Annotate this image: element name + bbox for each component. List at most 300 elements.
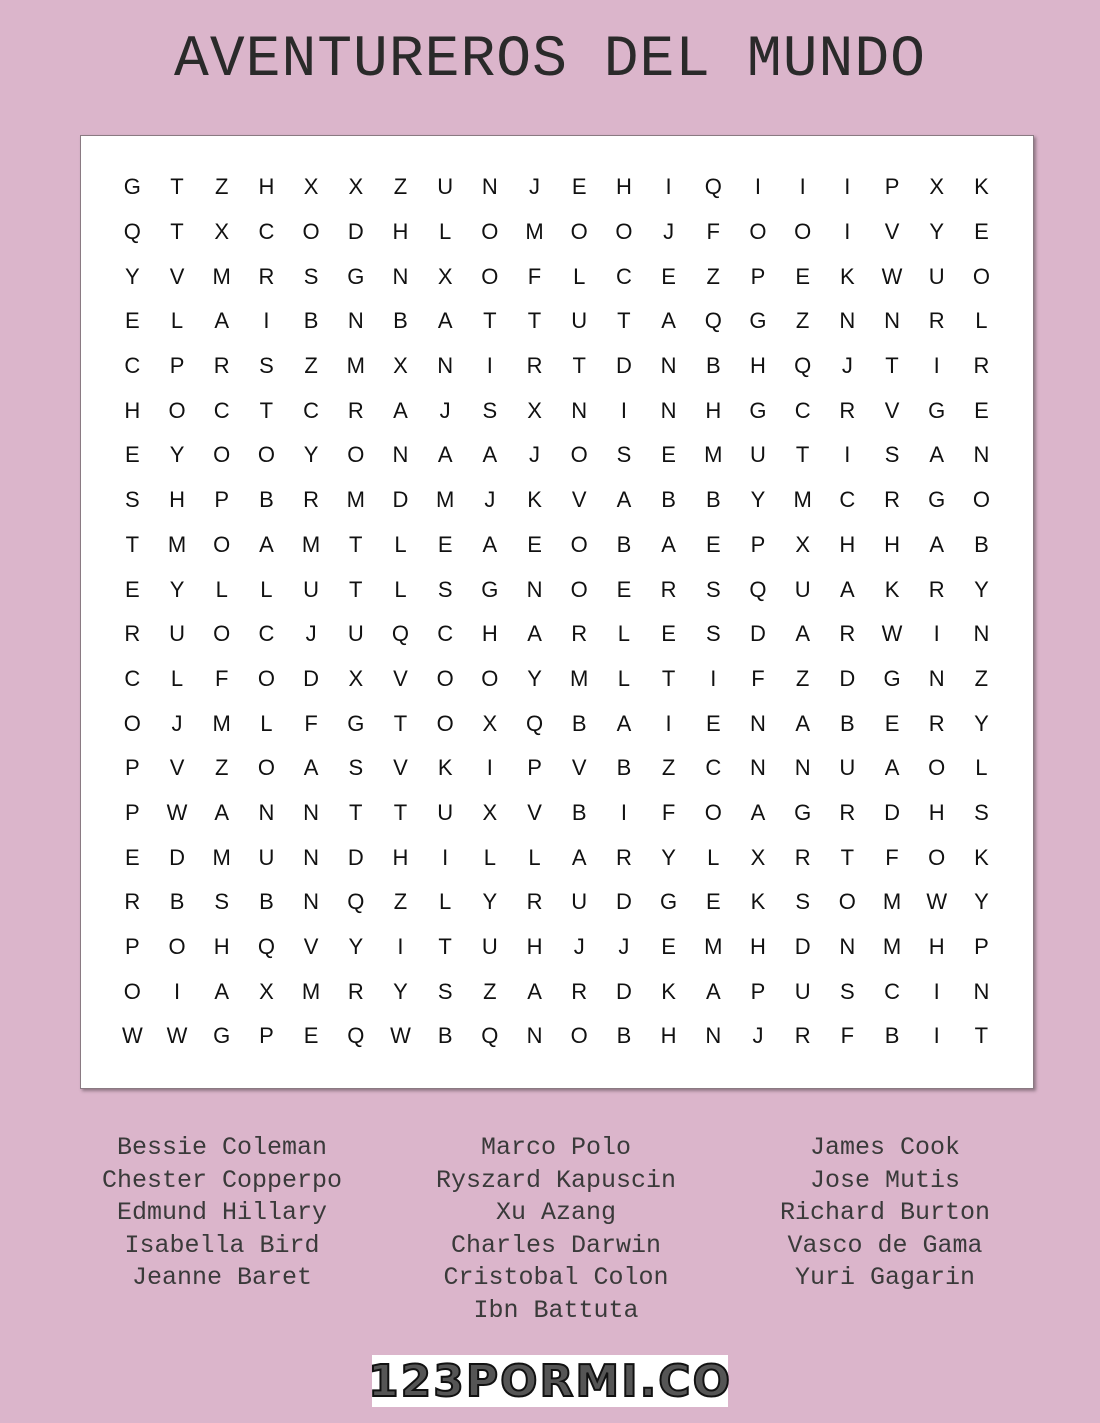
grid-letter: P [259,1023,274,1049]
grid-letter: M [346,487,365,513]
grid-letter: J [529,442,541,468]
grid-letter: W [926,889,948,915]
grid-letter: O [570,531,588,557]
site-logo: 123PORMI.CO [368,1355,732,1407]
grid-letter: R [258,263,275,289]
grid-letter: N [839,934,856,960]
grid-letter: B [705,487,721,513]
grid-letter: L [975,755,988,781]
grid-letter: D [615,978,632,1004]
grid-letter: E [705,531,721,557]
grid-letter: J [529,174,541,200]
grid-letter: G [749,397,767,423]
grid-letter: A [482,442,498,468]
grid-letter: R [615,844,632,870]
word-list-column-2 [376,1132,736,1327]
grid-letter: K [437,755,453,781]
grid-letter: K [974,844,989,870]
grid-letter: A [840,576,855,602]
grid-letter: J [484,487,496,513]
grid-letter: M [704,934,723,960]
grid-letter: U [347,621,364,647]
grid-letter: G [347,263,365,289]
grid-letter: L [617,665,631,691]
grid-letter: I [844,219,851,245]
grid-letter: D [615,889,632,915]
grid-letter: S [840,978,855,1004]
grid-letter: H [660,1023,677,1049]
grid-letter: V [884,219,900,245]
grid-letter: P [527,755,542,781]
grid-letter: D [750,621,766,647]
grid-letter: I [754,174,762,200]
grid-letter: O [838,889,856,915]
grid-letter: A [661,531,676,557]
grid-letter: E [616,576,632,602]
grid-letter: U [571,889,588,915]
grid-letter: Y [348,934,364,960]
grid-letter: B [169,889,185,915]
grid-letter: N [392,442,409,468]
grid-letter: F [214,665,229,691]
grid-letter: H [392,219,409,245]
grid-letter: O [972,263,990,289]
grid-letter: T [527,308,542,334]
grid-letter: E [125,576,140,602]
grid-letter: N [347,308,364,334]
grid-letter: L [707,844,720,870]
grid-letter: M [212,844,231,870]
grid-letter: L [170,665,184,691]
grid-letter: O [570,442,588,468]
grid-letter: Y [169,442,185,468]
grid-letter: F [304,710,318,736]
grid-letter: T [661,665,676,691]
grid-letter: T [125,531,140,557]
word-list-item: Cristobal Colon [443,1263,669,1292]
grid-letter: Q [347,1023,365,1049]
grid-letter: O [123,978,141,1004]
grid-letter: H [928,934,945,960]
grid-letter: T [840,844,855,870]
grid-letter: L [975,308,988,334]
grid-letter: P [125,934,140,960]
grid-letter: B [705,353,721,379]
grid-letter: R [526,889,543,915]
grid-letter: R [303,487,320,513]
grid-letter: X [437,263,453,289]
grid-letter: G [883,665,901,691]
grid-letter: A [795,621,810,647]
grid-letter: O [570,1023,588,1049]
grid-letter: O [123,710,141,736]
grid-letter: W [166,1023,188,1049]
grid-letter: B [616,531,632,557]
grid-letter: X [393,353,408,379]
grid-letter: A [884,755,900,781]
grid-letter: S [214,889,230,915]
grid-letter: L [528,844,541,870]
grid-letter: U [839,755,856,781]
grid-letter: O [481,263,499,289]
grid-letter: Q [749,576,767,602]
grid-letter: O [972,487,990,513]
grid-letter: Z [795,308,810,334]
grid-letter: U [258,844,275,870]
grid-letter: O [570,576,588,602]
grid-letter: O [213,531,231,557]
grid-letter: A [795,710,810,736]
grid-letter: E [571,174,587,200]
grid-letter: S [303,263,319,289]
grid-letter: Z [214,174,229,200]
grid-letter: D [839,665,856,691]
grid-letter: C [705,755,722,781]
grid-letter: Y [527,665,542,691]
grid-letter: T [259,397,274,423]
grid-letter: S [616,442,632,468]
grid-letter: L [394,576,407,602]
grid-letter: E [437,531,453,557]
grid-letter: D [169,844,185,870]
grid-letter: P [750,978,766,1004]
grid-letter: S [884,442,900,468]
grid-letter: R [213,353,230,379]
grid-letter: B [884,1023,900,1049]
grid-letter: A [616,487,632,513]
grid-letter: B [616,755,632,781]
grid-letter: D [794,934,811,960]
grid-letter: G [794,799,812,825]
grid-letter: A [527,978,542,1004]
grid-letter: N [481,174,498,200]
grid-letter: N [973,978,990,1004]
grid-letter: O [257,442,275,468]
grid-letter: K [974,174,989,200]
grid-letter: O [168,397,186,423]
grid-letter: L [170,308,184,334]
grid-letter: Y [482,889,498,915]
grid-letter: V [393,755,408,781]
grid-letter: F [706,219,720,245]
grid-letter: X [482,799,498,825]
grid-letter: I [710,665,717,691]
grid-letter: G [213,1023,231,1049]
word-list-item: Marco Polo [480,1133,632,1162]
grid-letter: S [795,889,810,915]
grid-letter: W [881,621,903,647]
grid-letter: V [169,755,185,781]
grid-letter: R [973,353,990,379]
grid-letter: E [705,710,721,736]
grid-letter: E [661,263,676,289]
grid-letter: K [661,978,676,1004]
grid-letter: C [124,665,141,691]
grid-letter: N [928,665,945,691]
grid-letter: P [974,934,989,960]
grid-letter: A [437,442,453,468]
word-list-item: Bessie Coleman [116,1133,328,1162]
grid-letter: G [481,576,499,602]
grid-letter: C [437,621,454,647]
grid-letter: H [750,934,766,960]
grid-letter: B [616,1023,632,1049]
grid-letter: C [258,219,275,245]
grid-letter: Q [704,174,722,200]
grid-letter: Y [974,710,989,736]
grid-letter: U [437,799,454,825]
grid-letter: O [302,219,320,245]
grid-letter: R [571,621,588,647]
grid-letter: A [929,531,945,557]
grid-letter: Y [393,978,408,1004]
grid-letter: Q [123,219,141,245]
grid-letter: O [928,844,946,870]
grid-letter: H [750,353,766,379]
grid-letter: H [705,397,722,423]
grid-letter: H [839,531,856,557]
grid-letter: S [437,576,453,602]
grid-letter: A [705,978,721,1004]
grid-letter: O [928,755,946,781]
grid-letter: D [347,844,364,870]
word-list-item: Isabella Bird [124,1230,320,1260]
grid-letter: O [570,219,588,245]
grid-letter: E [527,531,542,557]
grid-letter: U [437,174,454,200]
grid-letter: Z [795,665,810,691]
grid-letter: T [170,174,184,200]
grid-letter: E [125,308,140,334]
grid-letter: C [615,263,632,289]
grid-letter: O [615,219,633,245]
grid-letter: U [794,978,811,1004]
grid-letter: L [439,889,452,915]
grid-letter: A [393,397,408,423]
grid-letter: O [749,219,767,245]
grid-letter: T [349,576,363,602]
grid-letter: T [349,531,363,557]
grid-letter: V [884,397,900,423]
grid-letter: K [527,487,542,513]
grid-letter: R [928,576,945,602]
grid-letter: K [750,889,766,915]
grid-letter: X [259,978,274,1004]
grid-letter: M [346,353,365,379]
grid-letter: M [882,934,902,960]
grid-letter: J [573,934,585,960]
grid-letter: D [884,799,900,825]
page-title: AVENTUREROS DEL MUNDO [174,28,926,93]
grid-letter: N [437,353,454,379]
grid-letter: Q [525,710,544,736]
grid-letter: O [257,665,275,691]
grid-letter: I [620,397,627,423]
grid-letter: M [570,665,589,691]
grid-letter: D [303,665,320,691]
grid-letter: A [616,710,632,736]
grid-letter: T [483,308,497,334]
grid-letter: M [882,889,902,915]
word-list-item: Xu Azang [495,1198,617,1227]
grid-letter: N [973,621,990,647]
grid-letter: T [393,710,408,736]
grid-letter: I [933,978,940,1004]
grid-letter: Q [704,308,722,334]
grid-letter: S [437,978,453,1004]
grid-letter: E [974,397,989,423]
grid-letter: B [571,710,587,736]
grid-letter: I [844,174,851,200]
grid-letter: Q [391,621,410,647]
grid-letter: E [303,1023,319,1049]
grid-letter: S [482,397,498,423]
grid-letter: W [390,1023,411,1049]
grid-letter: G [928,487,946,513]
grid-letter: I [665,174,672,200]
word-list-item: James Cook [809,1133,961,1162]
grid-letter: X [527,397,542,423]
grid-letter: T [885,353,899,379]
grid-letter: U [481,934,498,960]
grid-letter: C [303,397,320,423]
grid-letter: R [571,978,588,1004]
grid-letter: D [615,353,632,379]
word-list-column-3 [705,1132,1065,1295]
grid-letter: O [436,665,454,691]
grid-letter: Z [214,755,229,781]
grid-letter: C [884,978,900,1004]
grid-letter: J [663,219,675,245]
grid-letter: F [751,665,765,691]
grid-letter: R [839,799,856,825]
grid-letter: L [215,576,228,602]
grid-letter: R [347,978,364,1004]
grid-letter: S [974,799,989,825]
grid-letter: H [481,621,498,647]
grid-letter: U [750,442,766,468]
grid-letter: O [704,799,722,825]
grid-letter: B [661,487,676,513]
grid-letter: E [705,889,721,915]
grid-letter: Q [794,353,812,379]
word-search-board [80,135,1034,1089]
grid-letter: C [794,397,811,423]
grid-letter: N [303,889,320,915]
grid-letter: U [928,263,945,289]
grid-letter: R [928,710,945,736]
grid-letter: W [121,1023,143,1049]
grid-letter: I [486,755,493,781]
grid-letter: H [526,934,543,960]
grid-letter: T [393,799,408,825]
grid-letter: U [169,621,185,647]
grid-letter: C [839,487,856,513]
grid-letter: L [617,621,631,647]
grid-letter: X [482,710,498,736]
grid-letter: N [973,442,990,468]
grid-letter: R [839,397,856,423]
grid-letter: E [884,710,900,736]
grid-letter: J [305,621,317,647]
grid-letter: Y [169,576,185,602]
grid-letter: J [171,710,183,736]
grid-letter: R [794,1023,811,1049]
grid-letter: O [213,621,231,647]
grid-letter: B [393,308,408,334]
grid-letter: I [486,353,493,379]
grid-letter: T [617,308,631,334]
grid-letter: P [884,174,900,200]
grid-letter: T [170,219,184,245]
grid-letter: N [571,397,588,423]
grid-letter: O [481,219,499,245]
grid-letter: O [347,442,365,468]
grid-letter: W [881,263,903,289]
grid-letter: I [173,978,181,1004]
grid-letter: M [435,487,455,513]
grid-letter: E [661,934,676,960]
grid-letter: A [259,531,274,557]
grid-letter: N [303,844,320,870]
grid-letter: A [750,799,766,825]
grid-letter: I [665,710,672,736]
grid-letter: E [661,621,676,647]
grid-letter: Y [929,219,945,245]
grid-letter: X [750,844,766,870]
grid-letter: I [933,1023,940,1049]
grid-letter: C [213,397,230,423]
grid-letter: Z [483,978,497,1004]
grid-letter: B [259,889,274,915]
grid-letter: R [526,353,543,379]
grid-letter: P [125,799,140,825]
grid-letter: T [349,799,363,825]
grid-letter: Y [974,576,989,602]
grid-letter: M [212,263,231,289]
grid-letter: H [615,174,632,200]
grid-letter: E [661,442,676,468]
grid-letter: G [749,308,767,334]
grid-letter: M [212,710,231,736]
grid-letter: H [169,487,185,513]
grid-letter: N [660,397,677,423]
grid-letter: A [661,308,676,334]
grid-letter: L [483,844,496,870]
grid-letter: U [303,576,320,602]
grid-letter: T [572,353,586,379]
grid-letter: G [347,710,365,736]
grid-letter: B [840,710,855,736]
grid-letter: M [704,442,723,468]
grid-letter: S [348,755,364,781]
grid-letter: Z [661,755,676,781]
grid-letter: H [213,934,230,960]
word-list-item: Jose Mutis [809,1165,961,1195]
grid-letter: L [573,263,586,289]
grid-letter: O [436,710,454,736]
grid-letter: M [525,219,544,245]
grid-letter: S [705,576,721,602]
letter-grid [110,165,1004,1059]
grid-letter: L [260,576,273,602]
grid-letter: I [263,308,270,334]
grid-letter: R [124,621,141,647]
grid-letter: M [301,978,321,1004]
grid-letter: M [793,487,812,513]
grid-letter: H [884,531,900,557]
grid-letter: O [257,755,275,781]
